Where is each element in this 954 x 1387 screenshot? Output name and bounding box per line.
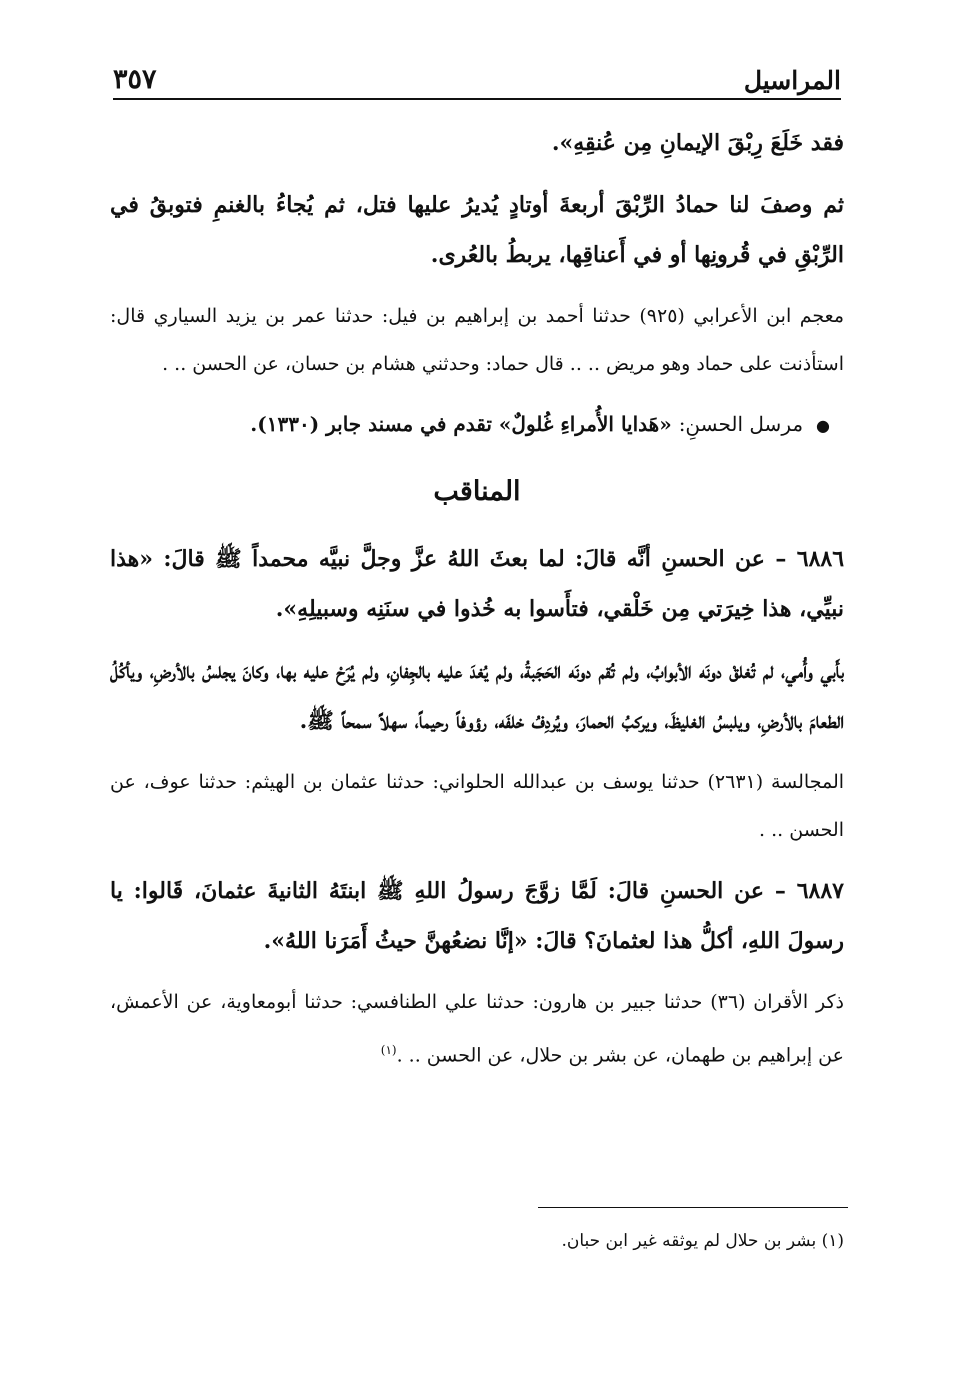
hadith-text: عن الحسنِ أنَّه قالَ: لما بعثَ اللهُ عزَّ وجلَّ نبيَّه محمداً ﷺ قالَ: «هذا نبيِّي، هذا خِيرَتي مِن خَلْقي، فتأَسوا به خُذوا في سنَنِه وسبيلِهِ». — [110, 546, 844, 622]
page-header — [113, 52, 841, 100]
bullet-text: «هَدايا الأُمراءِ غُلولٌ» تقدم في مسند جابر (١٣٣٠). — [250, 412, 672, 436]
section-title: المناقب — [433, 476, 521, 507]
hadith-entry — [110, 866, 844, 966]
hadith-entry — [110, 534, 844, 634]
footnote-separator — [538, 1207, 848, 1208]
page-number: ٣٥٧ — [113, 64, 157, 95]
bullet-note — [110, 400, 844, 450]
page-body — [110, 118, 844, 1091]
bullet-icon: ● — [816, 416, 830, 435]
hadith-commentary: ثم وصفَ لنا حمادُ الرِّبْقَ أربعةَ أوتادٍ يُديرُ عليها فتل، ثم يُجاءُ بالغنمِ فتوبقُ في الرِّبْقِ في قُرونِها أو في أَعناقِها، يربطُ بالعُرى. — [110, 192, 844, 268]
hadith-continuation: فقد خَلَعَ رِبْقَ الإيمانِ مِن عُنقِهِ». — [551, 130, 844, 156]
source-citation: معجم ابن الأعرابي (٩٢٥) حدثنا أحمد بن إبراهيم بن فيل: حدثنا عمر بن يزيد السياري قال: استأذنت على حماد وهو مريض .. .. قال حماد: وحدثني هشام بن حسان، عن الحسن .. . — [110, 305, 844, 375]
hadith-text: عن الحسنِ قالَ: لَمَّا زوَّجَ رسولُ اللهِ ﷺ ابنتَهُ الثانيةَ عثمانَ، قَالوا: يا رسولَ اللهِ، أكلُّ هذا لعثمانَ؟ قالَ: «إنَّا نضعُهنَّ حيثُ أَمَرَنا اللهُ». — [110, 878, 844, 954]
running-title: المراسيل — [743, 66, 841, 95]
hadith-number: ٦٨٨٧ – — [774, 878, 844, 904]
bullet-label: مرسل الحسنِ: — [678, 412, 804, 436]
source-citation — [110, 978, 844, 1079]
footnote: (١) بشر بن حلال لم يوثقه غير ابن حبان. — [561, 1231, 844, 1251]
source-text: ذكر الأقران (٣٦) حدثنا جبير بن هارون: حدثنا علي الطنافسي: حدثنا أبومعاوية، عن الأعمش، عن إبراهيم بن طهمان، عن بشر بن حلال، عن الحسن .. . — [110, 991, 844, 1067]
source-citation: المجالسة (٢٦٣١) حدثنا يوسف بن عبدالله الحلواني: حدثنا عثمان بن الهيثم: حدثنا عوف، عن الحسن .. . — [110, 771, 845, 841]
hadith-text-continued: بأَبي وأُمي، لم تُغلقْ دونَه الأبوابُ، ولم تُقم دونَه الحَجَبةُ، ولم يُغدَ عليه بالجِفانِ، ولم يُرَحْ عليه بها، وكانَ يجلسُ بالأرضِ، ويأكُلُ الطعامَ بالأرضِ، ويلبسُ الغليظَ، ويركبُ الحمارَ، ويُردِفُ خلفَه، رؤوفاً رحيماً، سهلاً سمحاً ﷺ. — [110, 658, 844, 734]
footnote-reference[interactable]: (١) — [380, 1043, 397, 1057]
hadith-number: ٦٨٨٦ – — [775, 546, 845, 572]
